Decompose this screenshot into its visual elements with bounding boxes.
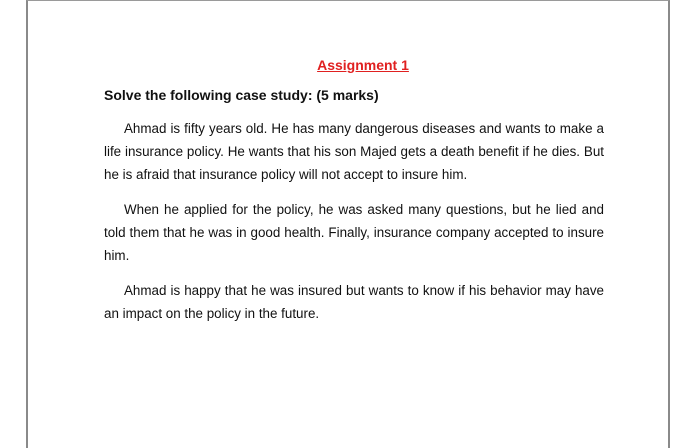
paragraph-3: Ahmad is happy that he was insured but wants to know if his behavior may have an impact on the policy in the future.	[104, 283, 604, 321]
paragraph-2: When he applied for the policy, he was asked many questions, but he lied and told them that he was in good health. Finally, insurance company accepted to insure him.	[104, 202, 604, 263]
document-page	[26, 0, 670, 448]
assignment-title: Assignment 1	[317, 57, 409, 73]
document-content	[104, 57, 604, 337]
case-study-heading: Solve the following case study: (5 marks)	[104, 87, 379, 103]
paragraph-1: Ahmad is fifty years old. He has many dangerous diseases and wants to make a life insurance policy. He wants that his son Majed gets a death benefit if he dies. But he is afraid that insurance policy will not accept to insure him.	[104, 121, 604, 182]
